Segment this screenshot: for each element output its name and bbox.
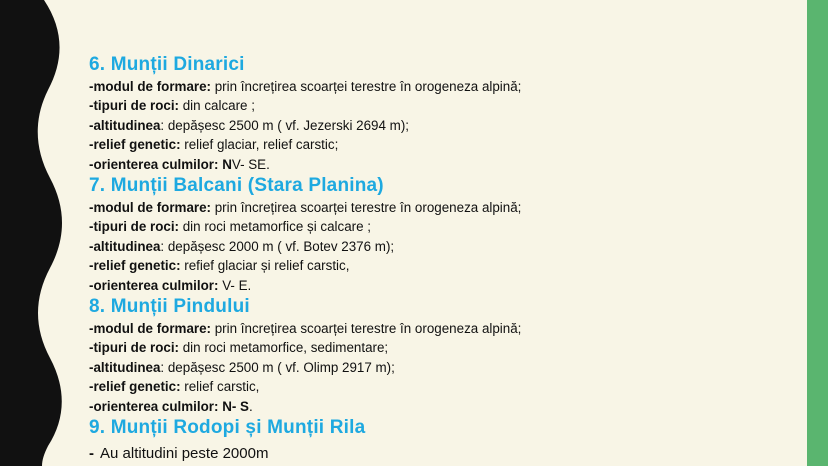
attribute-label: -modul de formare: xyxy=(89,79,212,94)
attribute-label: -orienterea culmilor: N- S xyxy=(89,398,249,414)
attribute-label: -altitudinea xyxy=(89,359,161,375)
attribute-label: -relief genetic: xyxy=(89,379,181,395)
attribute-line xyxy=(89,217,789,236)
attribute-line xyxy=(89,397,789,416)
attribute-value: relief glaciar, relief carstic; xyxy=(180,137,339,153)
attribute-label: -altitudinea xyxy=(89,238,161,254)
attribute-label: -orienterea culmilor: N xyxy=(89,156,232,172)
attribute-label: -relief genetic: xyxy=(89,258,181,274)
bullet-text: Au altitudini peste 2000m xyxy=(100,445,269,463)
attribute-label: -modul de formare: xyxy=(89,200,212,216)
attribute-line xyxy=(89,135,789,154)
attribute-value: V- E. xyxy=(218,277,252,293)
slide-content xyxy=(89,53,789,466)
attribute-value: prin încrețirea scoarței terestre în orogeneza alpină; xyxy=(211,79,522,94)
attribute-value: prin încrețirea scoarței terestre în orogeneza alpină; xyxy=(211,321,522,337)
attribute-value: prin încrețirea scoarței terestre în orogeneza alpină; xyxy=(211,200,522,216)
attribute-line xyxy=(89,256,789,275)
attribute-line xyxy=(89,155,789,174)
attribute-line xyxy=(89,276,789,295)
attribute-label: -tipuri de roci: xyxy=(89,340,180,356)
attribute-line xyxy=(89,237,789,256)
bullet-dash: - xyxy=(89,445,94,463)
attribute-value: : depășesc 2500 m ( vf. Olimp 2917 m); xyxy=(160,359,395,375)
section-heading: 9. Munții Rodopi și Munții Rila xyxy=(89,417,366,439)
attribute-line xyxy=(89,116,789,135)
section-heading: 6. Munții Dinarici xyxy=(89,54,245,75)
section-heading: 7. Munții Balcani (Stara Planina) xyxy=(89,175,384,197)
attribute-line xyxy=(89,338,789,357)
attribute-label: -modul de formare: xyxy=(89,321,212,337)
attribute-value: din roci metamorfice, sedimentare; xyxy=(179,340,389,356)
attribute-value: : depășesc 2500 m ( vf. Jezerski 2694 m); xyxy=(160,117,409,133)
decorative-green-band xyxy=(807,0,828,466)
attribute-value: relief carstic, xyxy=(180,379,260,395)
attribute-line xyxy=(89,319,789,338)
section-heading: 8. Munții Pindului xyxy=(89,296,250,318)
attribute-value: din roci metamorfice și calcare ; xyxy=(179,219,372,235)
attribute-line xyxy=(89,358,789,377)
attribute-line xyxy=(89,377,789,396)
bullet-item xyxy=(89,442,789,466)
attribute-value: V- SE. xyxy=(231,156,270,172)
attribute-line xyxy=(89,198,789,217)
attribute-value: refief glaciar și relief carstic, xyxy=(180,258,350,274)
attribute-value: din calcare ; xyxy=(179,98,255,114)
attribute-value: : depășesc 2000 m ( vf. Botev 2376 m); xyxy=(160,238,395,254)
attribute-label: -tipuri de roci: xyxy=(89,219,180,235)
attribute-label: -tipuri de roci: xyxy=(89,98,180,114)
attribute-label: -orienterea culmilor: xyxy=(89,277,219,293)
attribute-label: -relief genetic: xyxy=(89,137,181,153)
attribute-label: -altitudinea xyxy=(89,117,161,133)
decorative-wave-band xyxy=(0,0,70,466)
attribute-line xyxy=(89,77,789,96)
attribute-line xyxy=(89,96,789,115)
attribute-value: . xyxy=(248,398,253,414)
